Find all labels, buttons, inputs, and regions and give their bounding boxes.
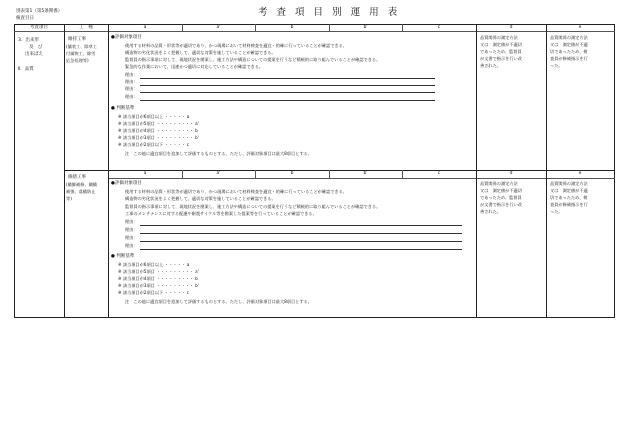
e-text: 査員が修補指示を行 <box>550 56 588 61</box>
evaluation-heading: ●評価対象項目 <box>111 35 142 40</box>
col-header-a-prime: a' <box>216 25 221 30</box>
work-type-line: 維持工事 <box>68 37 86 42</box>
e-text: った。 <box>550 63 563 68</box>
form-number: 別表第1（第5条関係） <box>16 9 63 14</box>
col-header-a: a <box>143 25 147 30</box>
col-header-category: 考査項目 <box>30 25 48 30</box>
criteria-note: 注 この他に適宜項目を追加して評価するものとする。ただし、評価対象項目は最大8項目とする。 <box>125 151 312 156</box>
reason-label: 理由： <box>125 235 138 240</box>
criteria-item: ※ 該当項目が5項目 ・・・・・・・・・ a' <box>118 121 199 126</box>
col-header-c: c <box>437 25 441 30</box>
row-label-d: d <box>509 171 513 176</box>
col-header-b: b <box>290 25 294 30</box>
evaluation-item: 緊急的な作業において、迅速かつ適切に対応していることが確認できる。 <box>125 64 264 69</box>
col-header-work-type: 工 種 <box>79 25 93 30</box>
criteria-item: ※ 該当項目が5項目 ・・・・・・・・・ a' <box>118 269 199 274</box>
reason-label: 理由： <box>125 243 138 248</box>
criteria-item: ※ 該当項目が6項目以上 ・・・・・ a <box>118 114 190 119</box>
reason-label: 理由： <box>125 94 138 99</box>
evaluation-item: 監督員の指示事項に対して、現地状況を勘案し、施工方法や構造についての提案を行うなど積極的に取り組んでいることが確認できる。 <box>125 57 381 62</box>
e-text: 切であったため、検 <box>550 195 588 200</box>
row-label-e: e <box>578 171 582 176</box>
d-text: 品質関係の測定方法 <box>480 35 518 40</box>
criteria-item: ※ 該当項目が6項目以上 ・・・・・ a <box>118 262 190 267</box>
criteria-item: ※ 該当項目が3項目 ・・・・・・・・・ b' <box>118 135 199 140</box>
e-text: 品質関係の測定方法 <box>550 35 588 40</box>
row-label-a: a <box>143 171 147 176</box>
evaluation-heading: ●評価対象項目 <box>111 181 142 186</box>
row-label-b: b <box>290 171 294 176</box>
criteria-item: ※ 該当項目が2項目以下 ・・・・・ c <box>118 142 190 147</box>
criteria-item: ※ 該当項目が3項目 ・・・・・・・・・ b' <box>118 283 199 288</box>
evaluation-item: 監督員の指示事項に対して、現地状況を勘案し、施工方法や構造についての提案を行うなど積極的に取り組んでいることが確認できる。 <box>125 204 381 209</box>
criteria-heading: ● 判断基準 <box>111 106 135 111</box>
page-title: 考 査 項 目 別 運 用 表 <box>258 7 401 18</box>
reason-label: 理由： <box>125 79 138 84</box>
work-type-line: 付属物工、除雪 <box>66 51 96 56</box>
criteria-note: 注 この他に適宜項目を追加して評価するものとする。ただし、評価対象項目は最大8項目とする。 <box>125 299 312 304</box>
evaluation-item: 使用する材料の品質・形状等が適切であり、かつ現場において材料検査を適宜・的確に行っていることが確認できる。 <box>125 189 347 194</box>
e-text: 又は 測定値が不適 <box>550 42 588 47</box>
criteria-item: ※ 該当項目が4項目 ・・・・・・・・・ b <box>118 276 198 281</box>
e-text: った。 <box>550 209 563 214</box>
d-text: であったため、監督員 <box>480 49 522 54</box>
work-type-line: 応急処理等) <box>66 58 89 63</box>
category-line-1: 3．出来形 <box>18 38 39 43</box>
work-type-line: 補強、落橋防止 <box>66 189 96 194</box>
d-text: 善された。 <box>480 63 501 68</box>
category-line-2: 及 び <box>29 45 43 50</box>
category-line-4: Ⅱ．品質 <box>18 67 34 72</box>
d-text: が文書で指示を行い改 <box>480 56 522 61</box>
work-type-line: 修繕工事 <box>68 175 86 180</box>
col-header-e: e <box>578 25 582 30</box>
criteria-item: ※ 該当項目が2項目以下 ・・・・・ c <box>118 290 190 295</box>
d-text: 品質関係の測定方法 <box>480 181 518 186</box>
work-type-line: 等) <box>66 196 72 201</box>
evaluation-item: 構造物の劣化状況をよく把握して、適切な対策を施していることが確認できる。 <box>125 50 276 55</box>
col-header-b-prime: b' <box>363 25 368 30</box>
row-label-b-prime: b' <box>363 171 368 176</box>
e-text: 切であったため、検 <box>550 49 588 54</box>
reason-label: 理由： <box>125 86 138 91</box>
d-text: が文書で指示を行い改 <box>480 202 522 207</box>
d-text: であったため、監督員 <box>480 195 522 200</box>
category-line-3: 出来ばえ <box>25 52 43 57</box>
d-text: 又は 測定値が不適切 <box>480 42 522 47</box>
work-type-line: (橋脚補修、鋼橋 <box>66 182 97 187</box>
row-label-a-prime: a' <box>216 171 221 176</box>
row-label-c: c <box>437 171 441 176</box>
reason-label: 理由： <box>125 72 138 77</box>
e-text: 品質関係の測定方法 <box>550 181 588 186</box>
criteria-heading: ● 判断基準 <box>111 254 135 259</box>
evaluation-item: 使用する材料の品質・形状等が適切であり、かつ現場において材料検査を適宜・的確に行っていることが確認できる。 <box>125 43 347 48</box>
form-name: 検査目日 <box>16 16 34 21</box>
evaluation-item: 工事のメンテナンスに対する配慮や耐震サイクル等を勘案した提案等を行っていることが確認できる。 <box>125 211 317 216</box>
e-text: 又は 測定値が不適 <box>550 188 588 193</box>
reason-label: 理由： <box>125 227 138 232</box>
d-text: 又は 測定値が不適切 <box>480 188 522 193</box>
reason-label: 理由： <box>125 219 138 224</box>
d-text: 善された。 <box>480 209 501 214</box>
col-header-d: d <box>509 25 513 30</box>
e-text: 査員が修補指示を行 <box>550 202 588 207</box>
criteria-item: ※ 該当項目が4項目 ・・・・・・・・・ b <box>118 128 198 133</box>
evaluation-item: 構造物の劣化状況をよく把握して、適切な対策を施していることが確認できる。 <box>125 196 276 201</box>
work-type-line: (舗装工、除草工 <box>66 44 97 49</box>
